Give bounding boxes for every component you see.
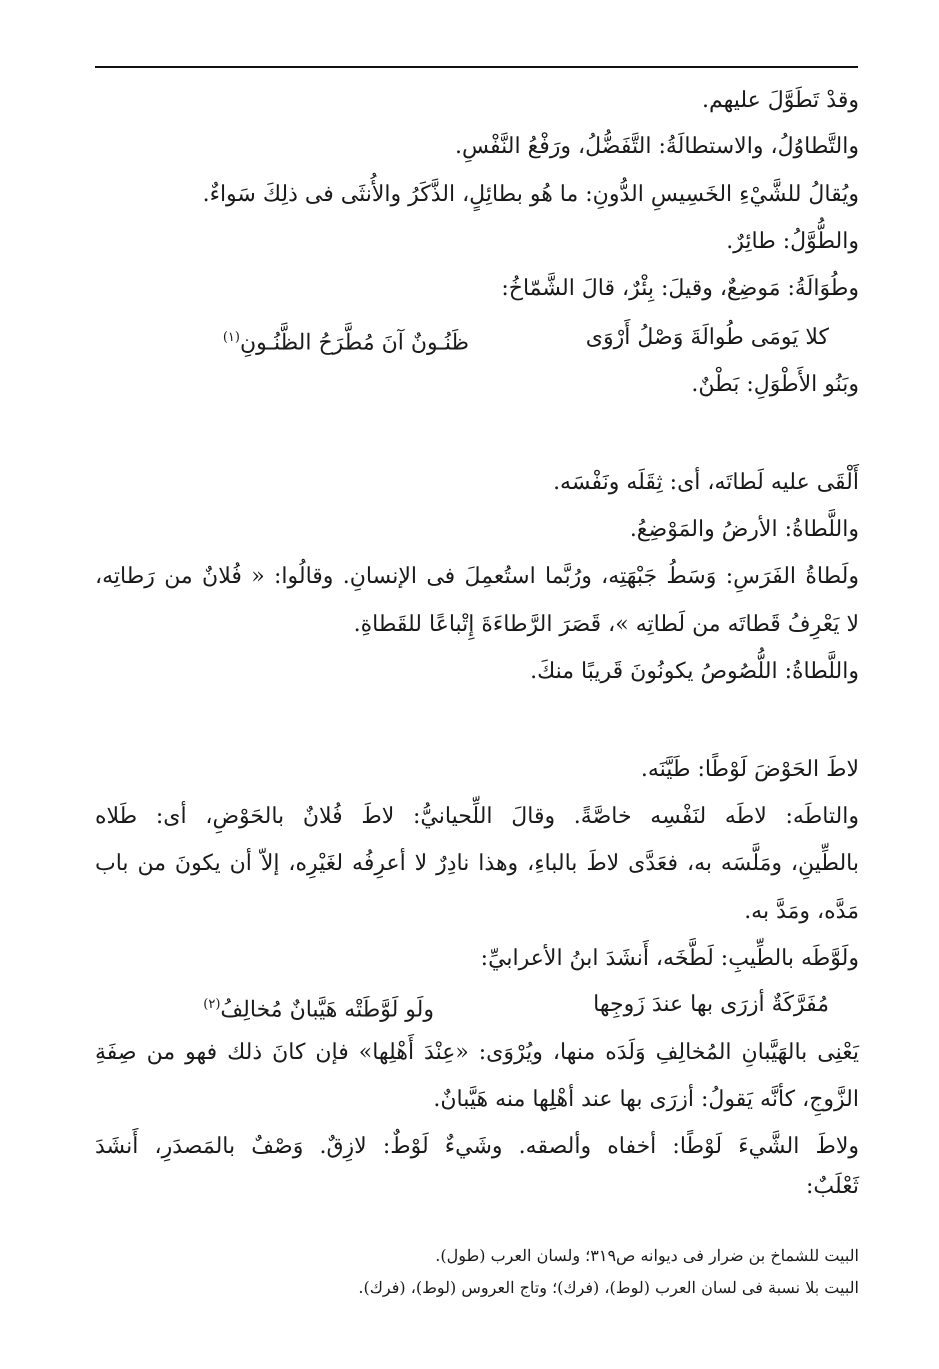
text-line: واللَّطاةُ: الأرضُ والمَوْضِعُ. [629, 517, 859, 542]
text-line: مَدَّه، ومَدَّ به. [744, 899, 859, 924]
text-line: ولَوَّطَه بالطِّيبِ: لَطَّخَه، أَنشَدَ ابنُ الأعرابيِّ: [480, 946, 859, 971]
text-line: ويُقالُ للشَّيْءِ الخَسِيسِ الدُّونِ: ما هُو بطائِلٍ، الذَّكَرُ والأُنثَى فى ذلِكَ سَواءٌ. [202, 182, 859, 207]
text-line: وطُوَالَةُ: مَوضِعٌ، وقيلَ: بِئْرٌ، قالَ الشَّمّاخُ: [501, 276, 859, 301]
text-line: وبَنُو الأَطْوَلِ: بَطْنٌ. [691, 372, 859, 397]
verse-1-second-hemistich: ظَنُـونٌ آنَ مُطَّرَحُ الظَّنُـونِ$^{(١)}$ [222, 330, 469, 356]
text-line: والتَّطاوُلُ، والاستطالَةُ: التَّفَضُّلُ، ورَفْعُ النَّفْسِ. [454, 134, 859, 159]
footnote-ref-2: (٢) [203, 997, 221, 1012]
footnote-2: البيت بلا نسبة فى لسان العرب (لوط)، (فرك)؛ وتاج العروس (لوط)، (فرك). [358, 1278, 859, 1297]
text-line: ولَطاةُ الفَرَسِ: وَسَطُ جَبْهَتِه، ورُبَّما استُعمِلَ فى الإنسانِ. وقالُوا: « فُلانٌ من رَطاتِه، [95, 564, 859, 589]
header-rule [95, 66, 858, 68]
verse-2-second-hemistich: ولَو لَوَّطَتْه هَيَّبانٌ مُخالِفُ$^{(٢)}$ [203, 997, 434, 1023]
footnote-1: البيت للشماخ بن ضرار فى ديوانه ص٣١٩؛ ولسان العرب (طول). [435, 1246, 859, 1265]
text-line: وقدْ تَطَوَّلَ عليهم. [701, 88, 859, 113]
text-line: والتاطَه: لاطَه لنَفْسِه خاصَّةً. وقالَ اللِّحيانيُّ: لاطَ فُلانٌ بالحَوْضِ، أى: طَلاه [95, 804, 859, 829]
text-line: ولاطَ الشَّيءَ لَوْطًا: أخفاه وألصقه. وشَيءٌ لَوْطٌ: لازِقٌ. وَصْفٌ بالمَصدَرِ، أَنشَدَ [95, 1134, 859, 1159]
text-line: بالطِّينِ، ومَلَّسَه به، فعَدَّى لاطَ بالباءِ، وهذا نادِرٌ لا أعرِفُه لغَيْرِه، إلاّ أن يكونَ من باب [95, 851, 859, 876]
text-line: أَلْقَى عليه لَطاتَه، أى: ثِقَلَه ونَفْسَه. [553, 470, 859, 495]
verse-1-first-hemistich: كلا يَومَى طُوالَةَ وَصْلُ أَرْوَى [585, 325, 829, 350]
text-line: والطُّوَّلُ: طائِرٌ. [726, 229, 859, 254]
text-line: يَعْنِى بالهَيَّبانِ المُخالِفِ وَلَدَه منها، ويُرْوَى: «عِنْدَ أَهْلِها» فإن كانَ ذلك فهو من صِفَةِ [95, 1040, 859, 1065]
text-line: لاطَ الحَوْضَ لَوْطًا: طَيَّنَه. [640, 757, 859, 782]
footnote-ref-1: (١) [222, 330, 240, 345]
text-line: الزَّوجِ، كأنَّه يَقولُ: أزرَى بها عند أهْلِها منه هَيَّبانٌ. [433, 1087, 859, 1112]
text-line: واللَّطاةُ: اللُّصُوصُ يكونُونَ قَريبًا منكَ. [530, 659, 859, 684]
text-line: لا يَعْرِفُ قَطاتَه من لَطاتِه »، قَصَرَ الرَّطاءَةَ إِتْباعًا للقَطاةِ. [353, 612, 859, 637]
text-line: ثَعْلَبٌ: [805, 1174, 859, 1199]
verse-2-first-hemistich: مُفَرَّكَةٌ أزرَى بها عندَ زَوجِها [593, 992, 829, 1017]
